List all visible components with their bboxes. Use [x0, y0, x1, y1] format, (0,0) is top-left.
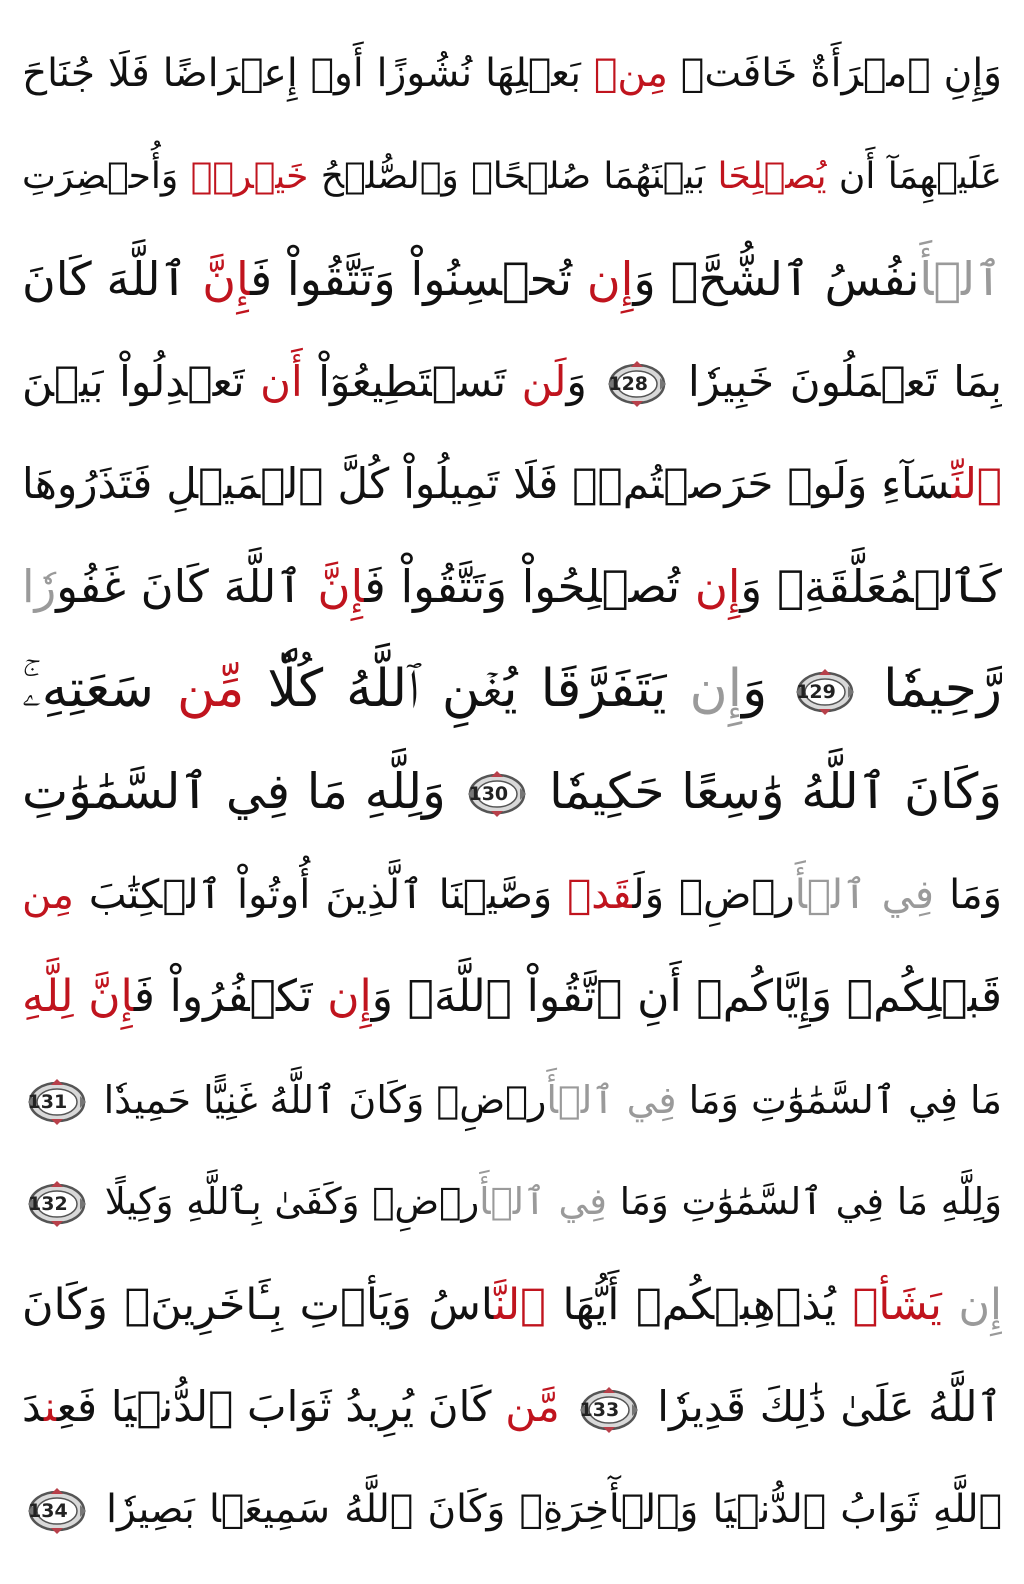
silent-letters: إِن [666, 659, 743, 720]
verse-text: يُذۡهِبۡكُمۡ أَيُّهَا [545, 1279, 853, 1330]
silent-letters: ٱلۡأَ [919, 252, 1002, 307]
silent-letters: فِي ٱلۡأَ [794, 871, 935, 918]
verse-text: ٱللَّهِ ثَوَابُ ٱلدُّنۡيَا وَٱلۡأٓخِرَةِۚ وَكَانَ ٱللَّهُ سَمِيعَۢا بَصِيرٗا [92, 1486, 1002, 1532]
ayah-number-marker [28, 1181, 86, 1227]
tajweed-highlight: مَّن [505, 1382, 560, 1432]
text-line [22, 639, 1002, 739]
text-line [22, 1152, 1002, 1252]
ayah-number: 132 [28, 1192, 68, 1215]
text-line [22, 332, 1002, 432]
verse-text: وَصَّيۡنَا ٱلَّذِينَ أُوتُواْ ٱلۡكِتَٰبَ [73, 871, 568, 918]
text-line [22, 434, 1002, 534]
ayah-number-marker [28, 1488, 86, 1534]
verse-text: اسُ وَيَأۡتِ بِـَٔاخَرِينَۚ وَكَانَ [22, 1279, 494, 1330]
silent-letters: رٗا [22, 559, 57, 613]
silent-letters: فِي ٱلۡأَ [479, 1180, 607, 1224]
verse-text: عَلَيۡهِمَآ أَن [826, 155, 1002, 197]
text-line [22, 24, 1002, 124]
verse-text: رَّحِيمٗا [860, 659, 1002, 720]
text-line [22, 1357, 1002, 1457]
verse-text: وَ [566, 356, 603, 406]
ayah-number-marker [608, 361, 666, 407]
ayah-number-marker [28, 1079, 86, 1125]
tajweed-highlight: يُصۡلِحَا [717, 155, 827, 197]
verse-text: وَكَانَ ٱللَّهُ وَٰسِعًا حَكِيمٗا [532, 762, 1002, 820]
text-line [22, 537, 1002, 637]
verse-text: رۡضِۚ وَكَانَ ٱللَّهُ غَنِيًّا حَمِيدٗا [91, 1077, 547, 1122]
verse-text: نفُسُ ٱلشُّحَّۚ وَ [633, 252, 920, 307]
verse-text: رۡضِۚ وَكَفَىٰ بِٱللَّهِ وَكِيلًا [92, 1180, 480, 1224]
verse-text: تُصۡلِحُواْ وَتَتَّقُواْ فَ [364, 559, 695, 613]
verse-text: بِمَا تَعۡمَلُونَ خَبِيرٗا [672, 356, 1002, 406]
verse-text: رۡضِۗ وَلَ [632, 871, 795, 918]
verse-text: سَآءِ وَلَوۡ حَرَصۡتُمۡۖ فَلَا تَمِيلُواْ كُلَّ ٱلۡمَيۡلِ فَتَذَرُوهَا [22, 459, 952, 509]
verse-text: بَعۡلِهَا نُشُوزًا أَوۡ إِعۡرَاضًا فَلَا جُنَاحَ [22, 51, 594, 96]
ayah-number: 134 [28, 1500, 68, 1523]
ayah-number-marker [580, 1387, 638, 1433]
verse-text: تَكۡفُرُواْ فَ [133, 971, 328, 1023]
verse-text: دَ [22, 1382, 45, 1432]
tajweed-highlight: إِن [586, 252, 634, 307]
verse-text: يَتَفَرَّقَا يُغۡنِ ٱللَّهُ كُلّٗا [244, 659, 667, 720]
verse-text: مَا فِي ٱلسَّمَٰوَٰتِ وَمَا [676, 1077, 1002, 1122]
ayah-number: 133 [579, 1398, 620, 1421]
verse-text: بَيۡنَهُمَا صُلۡحًاۚ وَٱلصُّلۡحُ [308, 155, 718, 197]
tajweed-highlight: ن [44, 1382, 57, 1432]
tajweed-highlight: مِنۢ [593, 51, 668, 96]
text-line [22, 742, 1002, 842]
verse-text: وَلِلَّهِ مَا فِي ٱلسَّمَٰوَٰتِ [22, 762, 463, 820]
silent-letters: فِي ٱلۡأَ [546, 1077, 677, 1122]
text-line [22, 845, 1002, 945]
verse-text: كَانَ يُرِيدُ ثَوَابَ ٱلدُّنۡيَا فَعِ [56, 1382, 506, 1432]
tajweed-highlight: إِنَّ [317, 559, 365, 613]
verse-text: كَٱلۡمُعَلَّقَةِۚ وَ [740, 559, 1002, 613]
verse-text: ٱللَّهُ عَلَىٰ ذَٰلِكَ قَدِيرٗا [643, 1382, 1002, 1432]
text-line [22, 127, 1002, 227]
verse-text [560, 1382, 574, 1431]
mushaf-page [22, 24, 1002, 1560]
verse-text: وَأُحۡضِرَتِ [22, 155, 191, 197]
ayah-number: 131 [27, 1091, 68, 1114]
tajweed-highlight: يَشَأۡ [852, 1279, 942, 1330]
tajweed-highlight: ٱلنَّ [494, 1279, 546, 1330]
verse-text: تَسۡتَطِيعُوٓاْ [302, 356, 522, 406]
tajweed-highlight: مِّن [176, 659, 245, 720]
ayah-number-marker [468, 771, 526, 817]
verse-text: قَبۡلِكُمۡ وَإِيَّاكُمۡ أَنِ ٱتَّقُواْ ٱللَّهَۚ وَ [371, 971, 1002, 1023]
verse-text [942, 1280, 959, 1330]
tajweed-highlight: ٱلنِّ [951, 459, 1002, 509]
verse-text: ٱللَّهَ كَانَ غَفُو [56, 559, 318, 613]
text-line [22, 1255, 1002, 1355]
verse-text: ٱللَّهَ كَانَ [22, 252, 203, 307]
tajweed-highlight: لَن [521, 356, 567, 406]
tajweed-highlight: خَيۡرٞۗ [190, 155, 309, 197]
ayah-number-marker [796, 669, 854, 715]
ayah-number: 130 [468, 783, 509, 806]
tajweed-highlight: لِلَّهِ [22, 971, 89, 1023]
text-line [22, 1050, 1002, 1150]
verse-text: وَمَا [934, 871, 1002, 918]
verse-text: تُحۡسِنُواْ وَتَتَّقُواْ فَ [250, 252, 587, 307]
ayah-number: 128 [608, 373, 649, 396]
text-line [22, 947, 1002, 1047]
tajweed-highlight: إِنَّ [88, 971, 134, 1023]
verse-text: تَعۡدِلُواْ بَيۡنَ [22, 356, 261, 406]
silent-letters: إِن [958, 1279, 1002, 1330]
tajweed-highlight: إِن [694, 559, 741, 613]
verse-text: وَلِلَّهِ مَا فِي ٱلسَّمَٰوَٰتِ وَمَا [606, 1180, 1002, 1224]
verse-text: وَإِنِ ٱمۡرَأَةٌ خَافَتۡ [667, 51, 1002, 96]
ayah-number: 129 [796, 681, 836, 704]
tajweed-highlight: إِن [327, 971, 372, 1023]
tajweed-highlight: إِنَّ [202, 252, 251, 307]
text-line [22, 229, 1002, 329]
text-line [22, 1460, 1002, 1560]
tajweed-highlight: قَدۡ [567, 871, 633, 918]
tajweed-highlight: مِن [22, 871, 74, 918]
verse-text: سَعَتِهِۦۚ [22, 659, 177, 720]
verse-text: وَ [742, 659, 791, 720]
tajweed-highlight: أَن [260, 356, 303, 406]
